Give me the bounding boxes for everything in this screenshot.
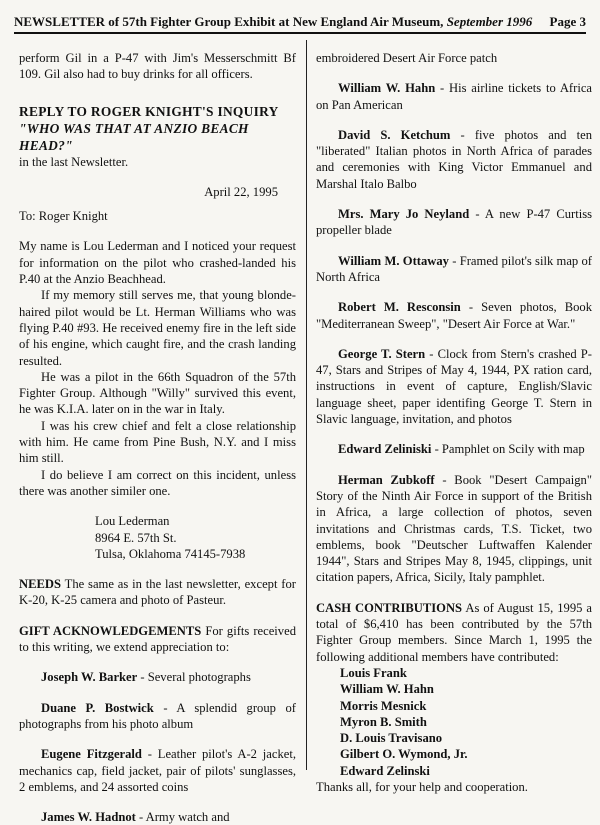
gift-description: - Army watch and bbox=[135, 810, 230, 825]
newsletter-title bbox=[14, 14, 532, 29]
issue-date: September 1996 bbox=[446, 14, 533, 29]
gift-entry bbox=[316, 472, 592, 586]
donor-name: Herman Zubkoff bbox=[338, 472, 435, 487]
continued-text: perform Gil in a P-47 with Jim's Messerschmitt Bf 109. Gil also had to buy drinks for all officers. bbox=[19, 51, 296, 82]
gift-entry bbox=[316, 441, 592, 457]
letter-date: April 22, 1995 bbox=[204, 184, 278, 199]
address-line: Tulsa, Oklahoma 74145-7938 bbox=[95, 546, 246, 561]
address-line: Lou Lederman bbox=[95, 514, 170, 529]
gift-intro: For gifts received to this writing, we extend appreciation to: bbox=[19, 623, 296, 655]
right-column bbox=[316, 50, 592, 795]
donor-name: William W. Hahn bbox=[338, 81, 436, 96]
gift-entry bbox=[316, 299, 592, 332]
reply-heading-quote bbox=[19, 120, 296, 154]
donor-name: James W. Hadnot bbox=[41, 810, 136, 825]
donor-name: Robert M. Resconsin bbox=[338, 300, 461, 315]
gift-description: - Pamphlet on Scily with map bbox=[431, 442, 585, 457]
gift-label: GIFT ACKNOWLEDGEMENTS bbox=[19, 623, 202, 638]
gift-entry bbox=[19, 746, 296, 795]
donor-name: Edward Zeliniski bbox=[338, 442, 432, 457]
gift-description: - Several photographs bbox=[137, 670, 251, 685]
cash-contributions bbox=[316, 600, 592, 665]
donor-name: George T. Stern bbox=[338, 346, 426, 361]
left-column bbox=[19, 50, 296, 825]
gift-entry bbox=[19, 669, 296, 685]
donor-name: William M. Ottaway bbox=[338, 253, 449, 268]
contributor-name: Louis Frank bbox=[340, 665, 407, 680]
contributor-name: Morris Mesnick bbox=[340, 698, 427, 713]
gift-description: - Seven photos, Book "Mediterranean Sweep", "Desert Air Force at War." bbox=[316, 300, 593, 331]
letter-paragraph: I do believe I am correct on this incident, unless there was another similer one. bbox=[19, 467, 296, 498]
donor-name: Duane P. Bostwick bbox=[41, 700, 154, 715]
reply-heading-quote-text: "WHO WAS THAT AT ANZIO BEACH HEAD?" bbox=[19, 120, 249, 153]
column-divider bbox=[306, 40, 307, 770]
cash-label: CASH CONTRIBUTIONS bbox=[316, 600, 463, 615]
gift-entry bbox=[316, 127, 592, 192]
page-header bbox=[14, 14, 586, 34]
donor-name: Mrs. Mary Jo Neyland bbox=[338, 207, 470, 222]
gift-acknowledgements bbox=[19, 623, 296, 656]
gift-description: - A splendid group of photographs from his photo album bbox=[19, 700, 296, 731]
reply-subheading: in the last Newsletter. bbox=[19, 154, 129, 169]
gift-description: - His airline tickets to Africa on Pan American bbox=[316, 81, 593, 112]
gift-description: - Book "Desert Campaign" Story of the Ninth Air Force in support of the British in Africa, a large collection of photos, seven invitations and Christmas cards, T.S. Ticket, two emblems, book "Deutscher Luftwaffen Kalender 1944", Stars and Stripes May 8, 1945, clippings, unit citation papers, Africa, Sicily, Italy pamphlet. bbox=[316, 472, 592, 585]
donor-name: David S. Ketchum bbox=[338, 127, 451, 142]
gift-entry bbox=[316, 206, 592, 239]
gift-description: - Clock from Stern's crashed P-47, Stars and Stripes of May 4, 1944, PX ration card, instructions in event of capture, English/Slavic language sheet, paper identifing George T. Stern in Slavic language, invitation, and photos bbox=[316, 346, 592, 427]
address-line: 8964 E. 57th St. bbox=[95, 530, 177, 545]
gift-entry bbox=[19, 700, 296, 733]
letter-salutation: To: Roger Knight bbox=[19, 209, 108, 224]
donor-name: Eugene Fitzgerald bbox=[41, 747, 142, 762]
gift-entry bbox=[316, 346, 592, 427]
needs-label: NEEDS bbox=[19, 577, 61, 592]
letter-paragraph: If my memory still serves me, that young blonde-haired pilot would be Lt. Herman Williams who was flying P.40 #93. He received enemy fire in the left side of his engine, which caught fire, and the crash landing resulted. bbox=[19, 288, 296, 368]
contributor-name: Myron B. Smith bbox=[340, 714, 427, 729]
contributor-name: Edward Zelinski bbox=[340, 763, 430, 778]
gift-description: - Framed pilot's silk map of North Africa bbox=[316, 253, 593, 284]
gift-entry bbox=[19, 809, 296, 825]
contributor-list bbox=[340, 665, 592, 779]
letter-paragraph: He was a pilot in the 66th Squadron of the 57th Fighter Group. Although "Willy" survived this event, he was K.I.A. later on in the war in Italy. bbox=[19, 369, 296, 417]
gift-entry bbox=[316, 253, 592, 286]
reply-heading: REPLY TO ROGER KNIGHT'S INQUIRY bbox=[19, 103, 279, 119]
needs-text: The same as in the last newsletter, except for K-20, K-25 camera and photo of Pasteur. bbox=[19, 577, 296, 608]
closing-thanks: Thanks all, for your help and cooperation. bbox=[316, 779, 528, 794]
contributor-name: Gilbert O. Wymond, Jr. bbox=[340, 747, 468, 762]
gift-description: - Leather pilot's A-2 jacket, mechanics cap, field jacket, pair of pilots' sunglasses, 2 emblems, and 24 assorted coins bbox=[19, 747, 296, 794]
letter-paragraph: My name is Lou Lederman and I noticed your request for information on the pilot who crashed-landed his P.40 at the Anzio Beachhead. bbox=[19, 239, 296, 287]
contributor-name: D. Louis Travisano bbox=[340, 731, 443, 746]
gift-description: - A new P-47 Curtiss propeller blade bbox=[316, 207, 593, 238]
sender-address bbox=[95, 513, 296, 562]
cash-text: As of August 15, 1995 a total of $6,410 has been contributed by the 57th Fighter Group members. Since March 1, 1995 the following additional members have contributed: bbox=[316, 600, 592, 664]
continued-text: embroidered Desert Air Force patch bbox=[316, 51, 498, 65]
letter-paragraph: I was his crew chief and felt a close relationship with him. He came from Pine Bush, N.Y. and I miss him still. bbox=[19, 418, 296, 466]
gift-description: - five photos and ten "liberated" Italian photos in North Africa of parades and ceremonies with King Victor Emmanuel and Marshal Italo Balbo bbox=[316, 127, 593, 191]
newsletter-name: NEWSLETTER of 57th Fighter Group Exhibit at New England Air Museum, bbox=[14, 14, 444, 29]
contributor-name: William W. Hahn bbox=[340, 682, 434, 697]
needs-section bbox=[19, 576, 296, 609]
gift-entry bbox=[316, 80, 592, 113]
page-number: Page 3 bbox=[549, 14, 586, 29]
donor-name: Joseph W. Barker bbox=[41, 670, 138, 685]
